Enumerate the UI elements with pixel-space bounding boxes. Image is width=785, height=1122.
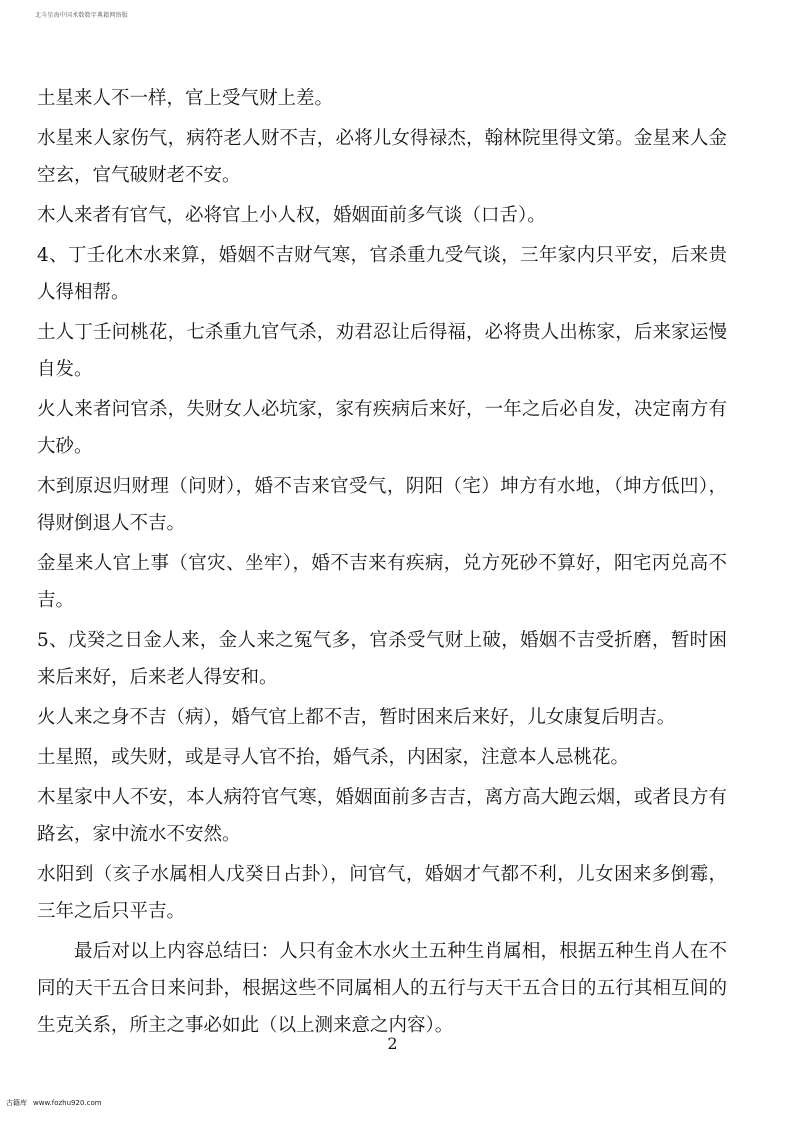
paragraph-13: 水阳到（亥子水属相人戊癸日占卦），问官气，婚姻才气都不利，儿女困来多倒霉，三年之后只平吉。 [37, 864, 727, 922]
paragraph-10: 火人来之身不吉（病），婚气官上都不吉，暂时困来后来好，儿女康复后明吉。 [37, 707, 676, 728]
paragraph-4: 4、丁壬化木水来算，婚姻不吉财气寒，官杀重九受气谈，三年家内只平安，后来贵人得相帮。 [37, 245, 727, 303]
paragraph-3: 木人来者有官气，必将官上小人权，婚姻面前多气谈（口舌）。 [37, 205, 546, 226]
footer-url[interactable]: www.fozhu920.com [33, 1099, 102, 1107]
paragraph-8: 金星来人官上事（官灾、坐牢），婚不吉来有疾病，兑方死砂不算好，阳宅丙兑高不吉。 [37, 553, 727, 611]
document-body [37, 80, 727, 1047]
page-number: 2 [387, 1034, 398, 1053]
paragraph-2: 水星来人家伤气，病符老人财不吉，必将儿女得禄杰，翰林院里得文第。金星来人金空玄，官气破财老不安。 [37, 128, 727, 186]
paragraph-12: 木星家中人不安，本人病符官气寒，婚姻面前多吉吉，离方高大跑云烟，或者艮方有路玄，家中流水不安然。 [37, 787, 727, 845]
page-header: 北斗星海中国术数数字典籍网络版 [35, 12, 129, 19]
paragraph-11: 土星照，或失财，或是寻人官不抬，婚气杀，内困家，注意本人忌桃花。 [37, 747, 630, 768]
footer [6, 1098, 102, 1108]
paragraph-6: 火人来者问官杀，失财女人必坑家，家有疾病后来好，一年之后必自发，决定南方有大砂。 [37, 399, 727, 457]
paragraph-summary: 最后对以上内容总结曰：人只有金木水火土五种生肖属相，根据五种生肖人在不同的天干五合日来问卦，根据这些不同属相人的五行与天干五合日的五行其相互间的生克关系，所主之事必如此（以上测来意之内容）。 [37, 941, 727, 1036]
paragraph-5: 土人丁壬问桃花，七杀重九官气杀，劝君忍让后得福，必将贵人出栋家，后来家运慢自发。 [37, 322, 727, 380]
footer-site-name: 古籍库 [6, 1099, 27, 1107]
paragraph-7: 木到原迟归财理（问财），婚不吉来官受气，阴阳（宅）坤方有水地，（坤方低凹），得财倒退人不吉。 [37, 476, 727, 534]
paragraph-1: 土星来人不一样，官上受气财上差。 [37, 88, 334, 109]
paragraph-9: 5、戊癸之日金人来，金人来之冤气多，官杀受气财上破，婚姻不吉受折磨，暂时困来后来好，后来老人得安和。 [37, 630, 727, 688]
